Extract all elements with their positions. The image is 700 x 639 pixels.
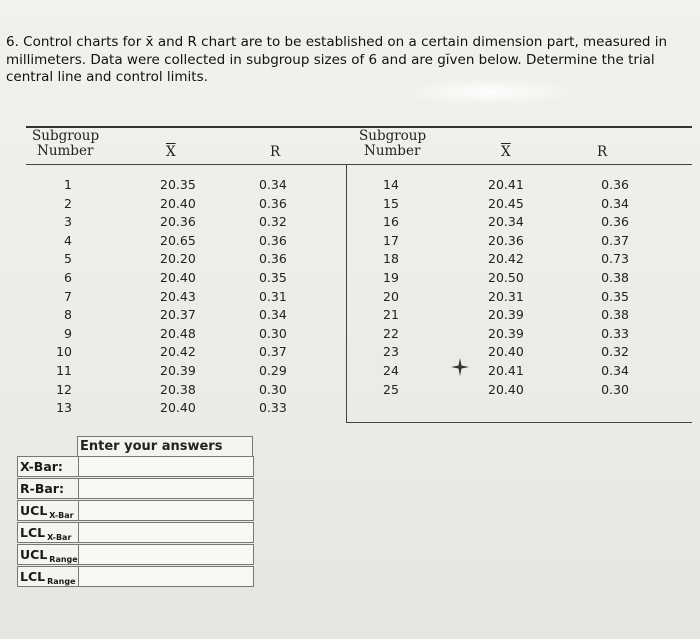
answers-header: Enter your answers [77,436,253,456]
xbar-value-cell: 20.42 [488,251,524,267]
answer-label: UCL [20,547,48,562]
r-value-cell: 0.37 [259,344,287,360]
xbar-value-cell: 20.31 [488,288,524,304]
xbar-value-cell: 20.43 [160,288,196,304]
answer-input-box[interactable] [78,566,254,587]
xbar-value-cell: 20.20 [160,251,196,267]
r-value-cell: 0.38 [601,269,629,285]
r-value-cell: 0.34 [601,362,629,378]
subgroup-number-cell: 5 [64,251,72,267]
xbar-value-cell: 20.36 [160,214,196,230]
light-glare [400,78,580,106]
subgroup-number-cell: 18 [383,251,399,267]
left-subgroup-column [48,176,72,418]
subgroup-number-cell: 12 [56,381,72,397]
answer-row [17,522,253,543]
xbar-value-cell: 20.40 [160,195,196,211]
answer-row [17,500,253,521]
subgroup-number-cell: 7 [64,288,72,304]
subgroup-number-cell: 13 [56,400,72,416]
right-xbar-column [488,176,538,399]
header-subgroup-right: Subgroup Number [359,128,427,159]
xbar-value-cell: 20.65 [160,232,196,248]
answer-row [17,456,253,477]
r-value-cell: 0.34 [601,195,629,211]
answer-label: LCL [20,525,46,540]
r-value-cell: 0.36 [601,177,629,192]
header-subgroup-left: Subgroup Number [32,128,100,159]
r-value-cell: 0.36 [259,251,287,267]
left-xbar-column [160,176,210,418]
subgroup-number-cell: 24 [383,362,399,378]
answer-row [17,566,253,587]
r-value-cell: 0.32 [259,214,287,230]
subgroup-number-cell: 3 [64,214,72,230]
question-text: 6. Control charts for x̄ and R chart are to be established on a certain dimension part, measured in millimeters. Data were collected in subgroup sizes of 6 and are gĭven below. Determine the trial central line and control limits. [6,34,668,85]
data-table [26,118,692,423]
xbar-value-cell: 20.42 [160,344,196,360]
xbar-value-cell: 20.40 [488,344,524,360]
answer-label-subscript: X-Bar [47,533,72,542]
xbar-value-cell: 20.48 [160,325,196,341]
subgroup-number-cell: 9 [64,325,72,341]
r-value-cell: 0.36 [601,214,629,230]
xbar-value-cell: 20.40 [488,381,524,397]
header-xbar-right: $\overline{X}$ [501,144,511,160]
xbar-value-cell: 20.34 [488,214,524,230]
header-xbar-left: $\overline{X}$ [166,144,176,160]
subgroup-number-cell: 10 [56,344,72,360]
table-bottom-rule [346,422,692,423]
xbar-value-cell: 20.38 [160,381,196,397]
r-value-cell: 0.36 [259,232,287,248]
answer-label: LCL [20,569,46,584]
left-r-column [259,176,299,418]
answer-input-box[interactable] [78,500,254,521]
xbar-value-cell: 20.41 [488,177,524,192]
answer-label: R-Bar: [20,481,64,496]
answer-label: UCL [20,503,48,518]
xbar-value-cell: 20.36 [488,232,524,248]
r-value-cell: 0.73 [601,251,629,267]
r-value-cell: 0.36 [259,195,287,211]
subgroup-number-cell: 2 [64,195,72,211]
answer-label: X-Bar: [20,459,63,474]
r-value-cell: 0.30 [259,381,287,397]
right-r-column [589,176,629,399]
header-r-left: R [270,144,281,160]
answer-label-subscript: Range [47,577,76,586]
r-value-cell: 0.29 [259,362,287,378]
subgroup-number-cell: 17 [383,232,399,248]
answer-label-subscript: X-Bar [49,511,74,520]
xbar-value-cell: 20.45 [488,195,524,211]
header-r-right: R [597,144,608,160]
xbar-value-cell: 20.39 [488,307,524,323]
subgroup-number-cell: 20 [383,288,399,304]
answer-row [17,478,253,499]
subgroup-number-cell: 25 [383,381,399,397]
subgroup-number-cell: 16 [383,214,399,230]
answer-input-box[interactable] [78,522,254,543]
subgroup-number-cell: 23 [383,344,399,360]
subgroup-number-cell: 11 [56,362,72,378]
xbar-value-cell: 20.40 [160,400,196,416]
r-value-cell: 0.35 [259,269,287,285]
subgroup-number-cell: 14 [383,177,399,192]
xbar-value-cell: 20.40 [160,269,196,285]
xbar-value-cell: 20.35 [160,177,196,192]
subgroup-number-cell: 21 [383,307,399,323]
xbar-value-cell: 20.37 [160,307,196,323]
right-subgroup-column [376,176,406,399]
subgroup-number-cell: 4 [64,232,72,248]
subgroup-number-cell: 19 [383,269,399,285]
r-value-cell: 0.37 [601,232,629,248]
answer-label-subscript: Range [49,555,78,564]
xbar-value-cell: 20.41 [488,362,524,378]
r-value-cell: 0.30 [259,325,287,341]
answer-row [17,544,253,565]
r-value-cell: 0.32 [601,344,629,360]
r-value-cell: 0.33 [601,325,629,341]
xbar-value-cell: 20.39 [488,325,524,341]
xbar-value-cell: 20.39 [160,362,196,378]
r-value-cell: 0.38 [601,307,629,323]
table-column-divider [346,164,347,422]
r-value-cell: 0.31 [259,288,287,304]
xbar-value-cell: 20.50 [488,269,524,285]
subgroup-number-cell: 8 [64,307,72,323]
subgroup-number-cell: 15 [383,195,399,211]
r-value-cell: 0.34 [259,177,287,192]
cursor-sparkle-icon [450,357,470,377]
answer-input-box[interactable] [78,478,254,499]
answer-input-box[interactable] [78,544,254,565]
r-value-cell: 0.30 [601,381,629,397]
r-value-cell: 0.34 [259,307,287,323]
r-value-cell: 0.35 [601,288,629,304]
subgroup-number-cell: 1 [64,177,72,192]
table-header-rule [26,164,692,165]
subgroup-number-cell: 22 [383,325,399,341]
r-value-cell: 0.33 [259,400,287,416]
subgroup-number-cell: 6 [64,269,72,285]
answer-input-box[interactable] [78,456,254,477]
